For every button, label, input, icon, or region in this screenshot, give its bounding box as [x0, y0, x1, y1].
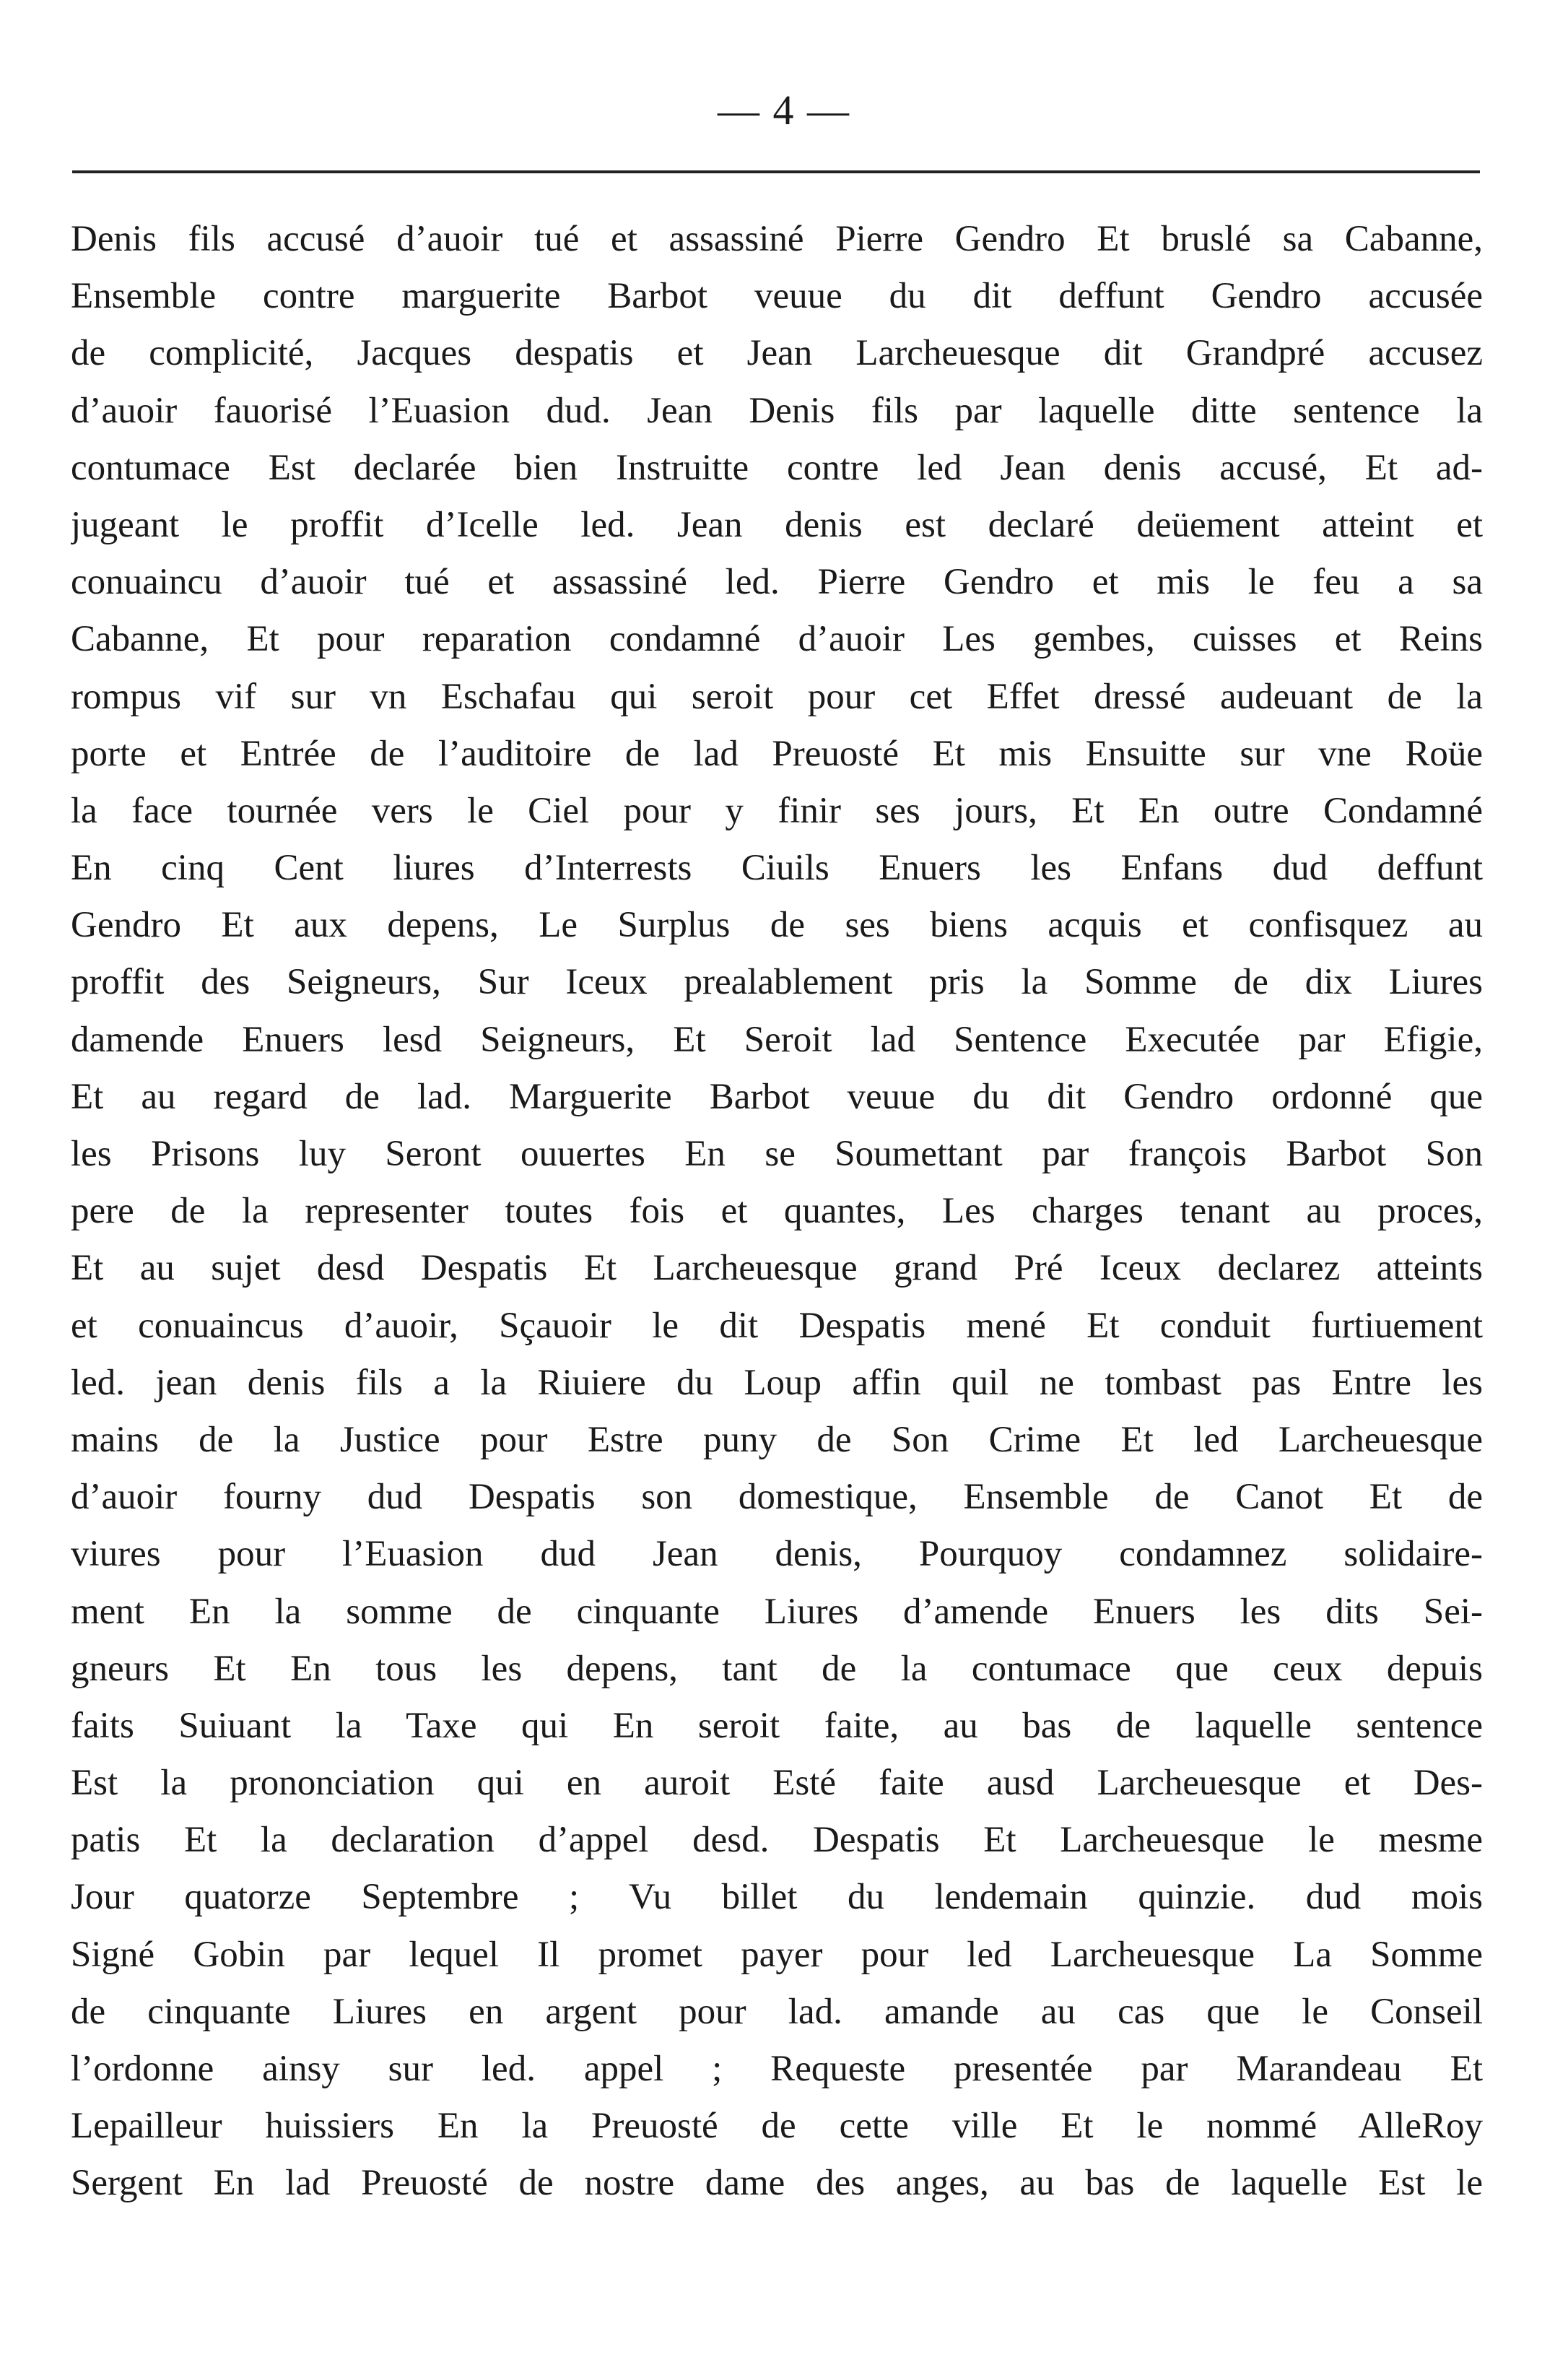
- text-line: pere de la representer toutes fois et quantes, Les charges tenant au proces,: [71, 1191, 1483, 1232]
- page-number: — 4 —: [718, 87, 850, 134]
- text-line: l’ordonne ainsy sur led. appel ; Requeste presentée par Marandeau Et: [71, 2049, 1483, 2089]
- text-line: mains de la Justice pour Estre puny de Son Crime Et led Larcheuesque: [71, 1419, 1483, 1460]
- text-line: Et au regard de lad. Marguerite Barbot veuue du dit Gendro ordonné que: [71, 1076, 1483, 1117]
- text-line: Gendro Et aux depens, Le Surplus de ses biens acquis et confisquez au: [71, 905, 1483, 946]
- text-line: Cabanne, Et pour reparation condamné d’auoir Les gembes, cuisses et Reins: [71, 619, 1483, 660]
- text-line: Est la prononciation qui en auroit Esté faite ausd Larcheuesque et Des-: [71, 1763, 1483, 1804]
- text-line: faits Suiuant la Taxe qui En seroit faite, au bas de laquelle sentence: [71, 1705, 1483, 1746]
- text-line: viures pour l’Euasion dud Jean denis, Pourquoy condamnez solidaire-: [71, 1534, 1483, 1575]
- text-line: Et au sujet desd Despatis Et Larcheuesque grand Pré Iceux declarez atteints: [71, 1248, 1483, 1289]
- text-line: conuaincu d’auoir tué et assassiné led. Pierre Gendro et mis le feu a sa: [71, 562, 1483, 603]
- text-line: les Prisons luy Seront ouuertes En se Soumettant par françois Barbot Son: [71, 1134, 1483, 1174]
- text-line: Jour quatorze Septembre ; Vu billet du lendemain quinzie. dud mois: [71, 1877, 1483, 1918]
- body-text: [71, 211, 1483, 2213]
- text-line: damende Enuers lesd Seigneurs, Et Seroit lad Sentence Executée par Efigie,: [71, 1019, 1483, 1060]
- text-line: Lepailleur huissiers En la Preuosté de cette ville Et le nommé AlleRoy: [71, 2106, 1483, 2147]
- text-line: la face tournée vers le Ciel pour y finir ses jours, Et En outre Condamné: [71, 790, 1483, 831]
- text-line: Denis fils accusé d’auoir tué et assassiné Pierre Gendro Et bruslé sa Cabanne,: [71, 219, 1483, 259]
- text-line: ment En la somme de cinquante Liures d’amende Enuers les dits Sei-: [71, 1591, 1483, 1632]
- text-line: d’auoir fourny dud Despatis son domestique, Ensemble de Canot Et de: [71, 1477, 1483, 1518]
- text-line: patis Et la declaration d’appel desd. Despatis Et Larcheuesque le mesme: [71, 1820, 1483, 1861]
- text-line: jugeant le proffit d’Icelle led. Jean denis est declaré deüement atteint et: [71, 504, 1483, 545]
- text-line: En cinq Cent liures d’Interrests Ciuils Enuers les Enfans dud deffunt: [71, 848, 1483, 889]
- text-line: et conuaincus d’auoir, Sçauoir le dit Despatis mené Et conduit furtiuement: [71, 1305, 1483, 1346]
- text-line: proffit des Seigneurs, Sur Iceux prealablement pris la Somme de dix Liures: [71, 962, 1483, 1003]
- text-line: porte et Entrée de l’auditoire de lad Preuosté Et mis Ensuitte sur vne Roüe: [71, 733, 1483, 774]
- text-line: Ensemble contre marguerite Barbot veuue du dit deffunt Gendro accusée: [71, 276, 1483, 317]
- text-line: rompus vif sur vn Eschafau qui seroit pour cet Effet dressé audeuant de la: [71, 676, 1483, 717]
- text-line: gneurs Et En tous les depens, tant de la contumace que ceux depuis: [71, 1648, 1483, 1689]
- text-line: Signé Gobin par lequel Il promet payer pour led Larcheuesque La Somme: [71, 1934, 1483, 1975]
- text-line: de cinquante Liures en argent pour lad. amande au cas que le Conseil: [71, 1991, 1483, 2032]
- text-line: d’auoir fauorisé l’Euasion dud. Jean Denis fils par laquelle ditte sentence la: [71, 390, 1483, 431]
- text-line: contumace Est declarée bien Instruitte contre led Jean denis accusé, Et ad-: [71, 447, 1483, 488]
- text-line: led. jean denis fils a la Riuiere du Loup affin quil ne tombast pas Entre les: [71, 1362, 1483, 1403]
- text-line: Sergent En lad Preuosté de nostre dame des anges, au bas de laquelle Est le: [71, 2163, 1483, 2204]
- text-line: de complicité, Jacques despatis et Jean Larcheuesque dit Grandpré accusez: [71, 333, 1483, 374]
- header-rule: [72, 170, 1480, 173]
